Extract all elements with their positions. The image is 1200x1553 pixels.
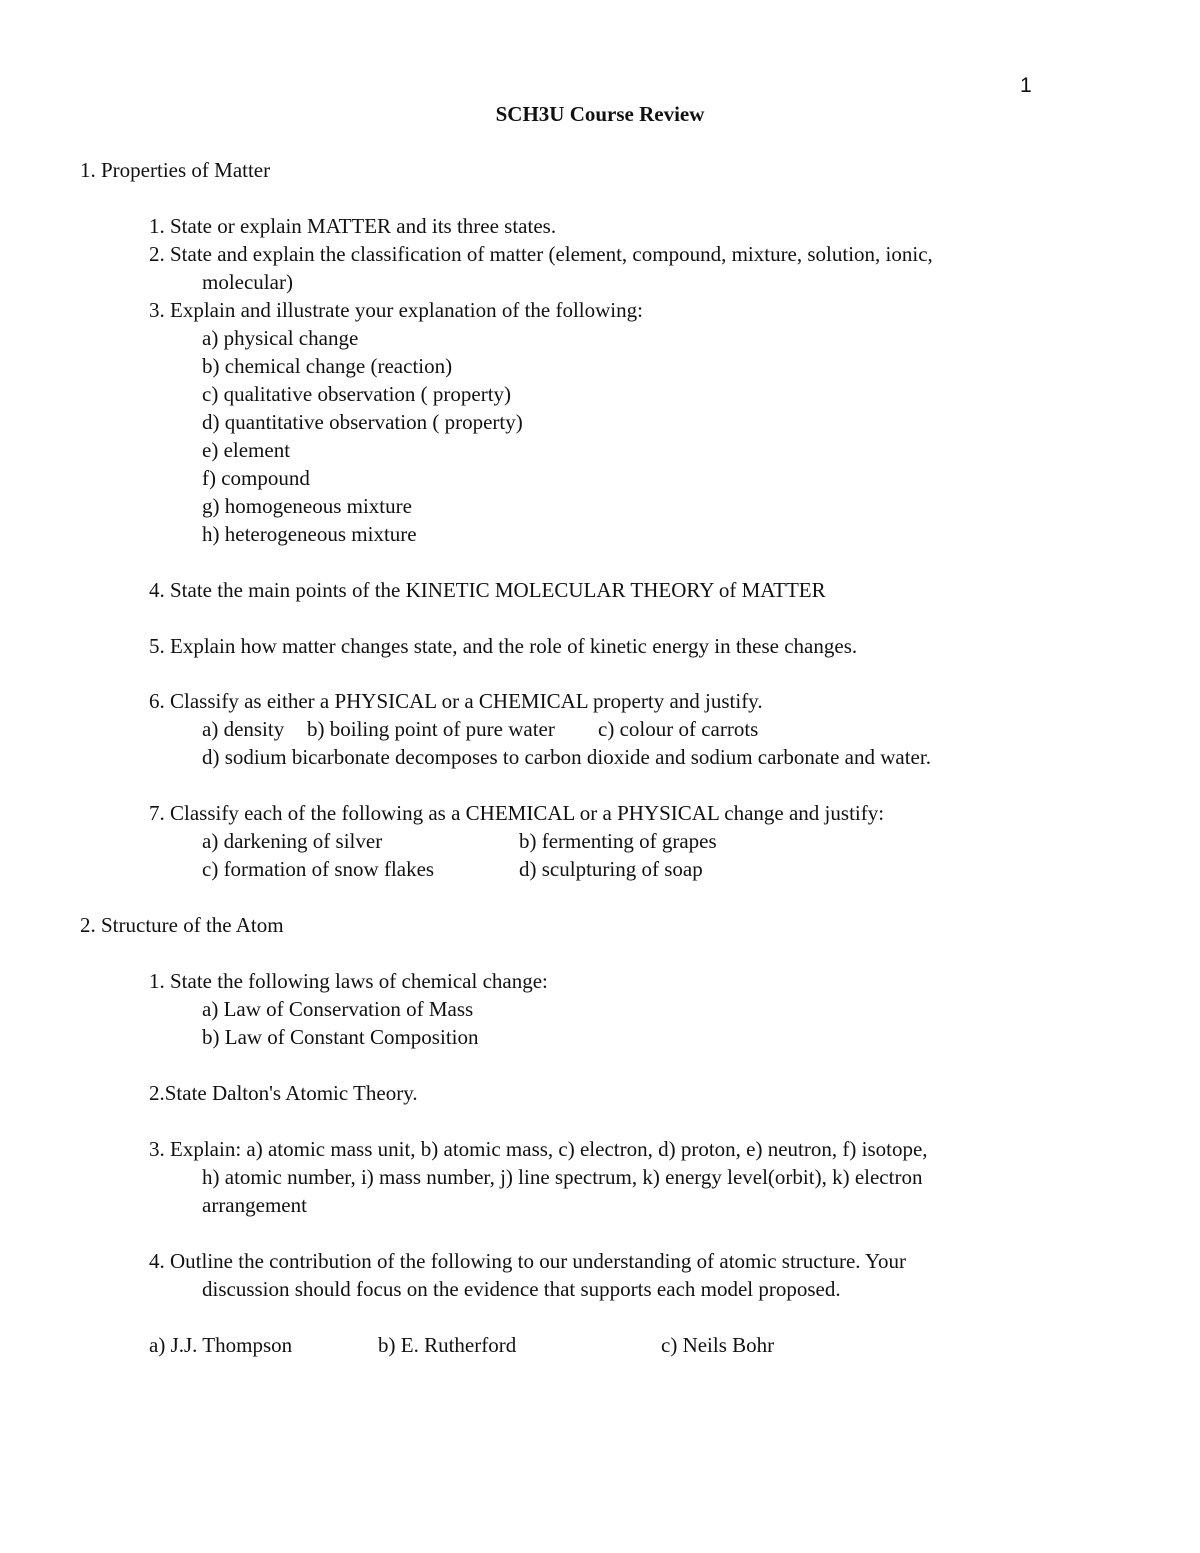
question-1-3: 3. Explain and illustrate your explanation of the following:	[149, 298, 643, 322]
list-item: b) Law of Constant Composition	[202, 1025, 479, 1049]
list-item: a) Law of Conservation of Mass	[202, 997, 474, 1021]
list-item: h) heterogeneous mixture	[202, 522, 417, 546]
question-2-4-continued: discussion should focus on the evidence that supports each model proposed.	[202, 1277, 841, 1301]
list-item: b) chemical change (reaction)	[202, 354, 453, 378]
question-2-3: 3. Explain: a) atomic mass unit, b) atomic mass, c) electron, d) proton, e) neutron, f) isotope,	[149, 1137, 928, 1161]
list-item: b) fermenting of grapes	[519, 829, 717, 853]
list-item: b) E. Rutherford	[378, 1333, 517, 1357]
list-item: a) density	[202, 717, 285, 741]
question-1-6: 6. Classify as either a PHYSICAL or a CHEMICAL property and justify.	[149, 689, 763, 713]
list-item: a) physical change	[202, 326, 359, 350]
section-heading-structure-of-the-atom: 2. Structure of the Atom	[80, 913, 284, 937]
question-1-2: 2. State and explain the classification of matter (element, compound, mixture, solution, ionic,	[149, 242, 933, 266]
list-item: c) colour of carrots	[598, 717, 759, 741]
question-1-2-continued: molecular)	[202, 270, 293, 294]
page-number: 1	[1020, 74, 1032, 97]
list-item: d) sodium bicarbonate decomposes to carbon dioxide and sodium carbonate and water.	[202, 745, 931, 769]
page-title: SCH3U Course Review	[495, 102, 705, 126]
list-item: b) boiling point of pure water	[307, 717, 555, 741]
question-2-1: 1. State the following laws of chemical change:	[149, 969, 548, 993]
list-item: a) J.J. Thompson	[149, 1333, 293, 1357]
list-item: c) Neils Bohr	[661, 1333, 775, 1357]
list-item: f) compound	[202, 466, 310, 490]
question-2-3-continued: h) atomic number, i) mass number, j) line spectrum, k) energy level(orbit), k) electron	[202, 1165, 923, 1189]
question-1-7: 7. Classify each of the following as a CHEMICAL or a PHYSICAL change and justify:	[149, 801, 885, 825]
list-item: c) qualitative observation ( property)	[202, 382, 512, 406]
list-item: a) darkening of silver	[202, 829, 383, 853]
list-item: d) sculpturing of soap	[519, 857, 703, 881]
question-1-4: 4. State the main points of the KINETIC MOLECULAR THEORY of MATTER	[149, 578, 826, 602]
section-heading-properties-of-matter: 1. Properties of Matter	[80, 158, 271, 182]
question-1-5: 5. Explain how matter changes state, and the role of kinetic energy in these changes.	[149, 634, 858, 658]
list-item: d) quantitative observation ( property)	[202, 410, 523, 434]
question-2-4: 4. Outline the contribution of the following to our understanding of atomic structure. Your	[149, 1249, 907, 1273]
question-1-1: 1. State or explain MATTER and its three states.	[149, 214, 557, 238]
list-item: g) homogeneous mixture	[202, 494, 412, 518]
question-2-2: 2.State Dalton's Atomic Theory.	[149, 1081, 418, 1105]
list-item: e) element	[202, 438, 291, 462]
list-item: c) formation of snow flakes	[202, 857, 435, 881]
question-2-3-continued: arrangement	[202, 1193, 307, 1217]
